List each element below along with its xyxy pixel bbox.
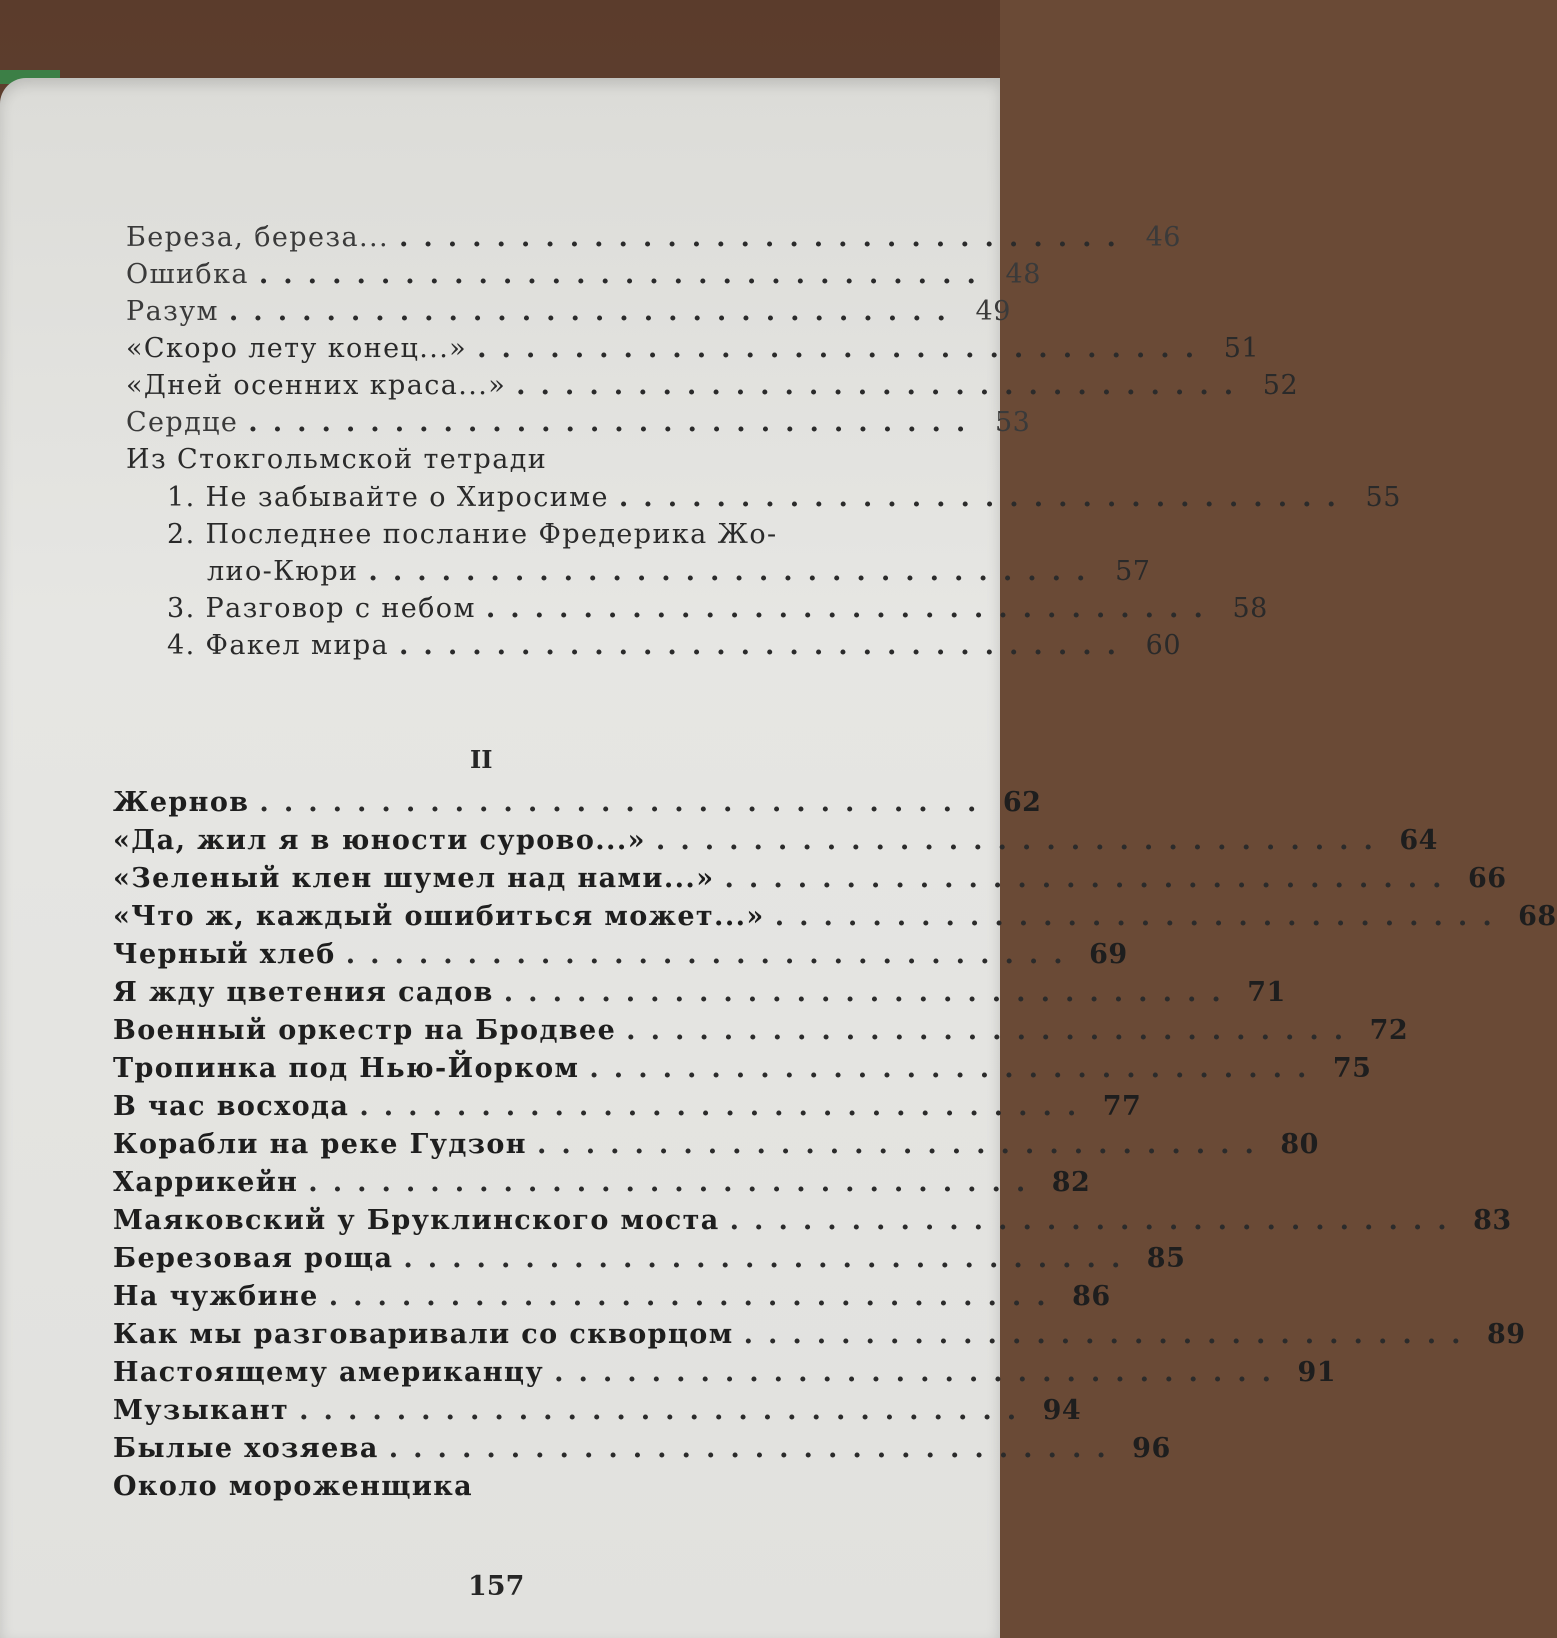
toc-entry-page: 52 <box>1262 370 1299 401</box>
toc-entry <box>126 333 1260 364</box>
toc-entry-page: 66 <box>1467 863 1507 894</box>
toc-entry-title: 3. Разговор с небом <box>167 593 476 624</box>
toc-entry <box>113 1319 1526 1350</box>
toc-entry-page: 71 <box>1247 977 1286 1008</box>
toc-entry-page: 91 <box>1297 1357 1337 1388</box>
toc-entry <box>113 1471 583 1502</box>
toc-entry-page: 80 <box>1280 1129 1319 1160</box>
toc-entry <box>113 901 1557 932</box>
toc-entry <box>113 1205 1512 1236</box>
dot-leader: .............................. <box>485 593 1218 624</box>
toc-entry-page: 86 <box>1072 1281 1111 1312</box>
toc-entry-title: Тропинка под Нью-Йорком <box>113 1053 580 1084</box>
dot-leader: .............................. <box>359 1091 1092 1122</box>
toc-entry-title: «Дней осенних краса...» <box>126 370 507 401</box>
dot-leader: .............................. <box>477 333 1210 364</box>
toc-entry <box>126 370 1299 401</box>
dot-leader: .............................. <box>299 1395 1032 1426</box>
toc-entry-title: Корабли на реке Гудзон <box>113 1129 527 1160</box>
toc-entry-title: Былые хозяева <box>113 1433 379 1464</box>
toc-entry <box>113 1357 1337 1388</box>
toc-entry <box>113 977 1286 1008</box>
toc-entry-page: 55 <box>1365 482 1401 513</box>
toc-entry-title: 1. Не забывайте о Хиросиме <box>167 482 609 513</box>
toc-entry <box>113 1167 1091 1198</box>
toc-entry <box>126 296 1011 327</box>
toc-entry-title: «Что ж, каждый ошибиться может...» <box>113 901 765 932</box>
toc-entry-title: «Скоро лету конец...» <box>126 333 468 364</box>
toc-entry-title: Ошибка <box>126 259 249 290</box>
toc-entry-page: 62 <box>1002 787 1042 818</box>
dot-leader: .............................. <box>554 1357 1287 1388</box>
dot-leader: .............................. <box>228 296 961 327</box>
dot-leader: .............................. <box>724 863 1457 894</box>
toc-entry-title-line2: лио-Кюри <box>207 556 359 587</box>
toc-entry-page: 57 <box>1115 556 1151 587</box>
toc-group-heading: Из Стокгольмской тетради <box>126 444 548 475</box>
toc-entry-page: 75 <box>1332 1053 1372 1084</box>
toc-entry-page: 53 <box>994 407 1031 438</box>
dot-leader: .............................. <box>618 482 1351 513</box>
toc-entry <box>113 1053 1372 1084</box>
toc-entry-title: Настоящему американцу <box>113 1357 545 1388</box>
toc-entry <box>113 1243 1186 1274</box>
dot-leader: .............................. <box>398 222 1131 253</box>
page-number: 157 <box>468 1571 525 1602</box>
toc-entry <box>113 1281 1111 1312</box>
toc-sub-entry <box>167 593 1268 624</box>
toc-entry <box>113 1433 1171 1464</box>
dot-leader: .............................. <box>388 1433 1121 1464</box>
toc-entry <box>113 825 1438 856</box>
toc-entry-page: 82 <box>1051 1167 1091 1198</box>
toc-entry-page: 69 <box>1089 939 1128 970</box>
toc-entry <box>113 1091 1142 1122</box>
dot-leader: .............................. <box>503 977 1236 1008</box>
dot-leader: .............................. <box>743 1319 1476 1350</box>
toc-sub-entry <box>167 482 1401 513</box>
toc-entry-title-line1: 2. Последнее послание Фредерика Жо- <box>167 519 778 550</box>
toc-entry-title: Жернов <box>113 787 250 818</box>
toc-entry-title: Музыкант <box>113 1395 290 1426</box>
dot-leader: .............................. <box>258 259 991 290</box>
toc-entry-page: 68 <box>1518 901 1557 932</box>
toc-entry-title: Береза, береза... <box>126 222 389 253</box>
dot-leader: .............................. <box>536 1129 1269 1160</box>
dot-leader: .............................. <box>308 1167 1041 1198</box>
toc-entry-page: 46 <box>1145 222 1181 253</box>
toc-entry-page: 58 <box>1232 593 1268 624</box>
toc-entry-page: 64 <box>1399 825 1438 856</box>
dot-leader: .............................. <box>368 556 1101 587</box>
dot-leader: .............................. <box>516 370 1249 401</box>
toc-sub-entry <box>167 630 1182 661</box>
toc-sub-entry <box>207 556 1151 587</box>
toc-entry-title: Черный хлеб <box>113 939 336 970</box>
dot-leader: .............................. <box>403 1243 1136 1274</box>
toc-entry-title: Сердце <box>126 407 239 438</box>
toc-entry-page: 60 <box>1145 630 1182 661</box>
toc-entry-title: Как мы разговаривали со скворцом <box>113 1319 734 1350</box>
toc-entry-page: 96 <box>1132 1433 1171 1464</box>
toc-entry-title: Маяковский у Бруклинского моста <box>113 1205 720 1236</box>
section-heading: II <box>470 745 493 774</box>
toc-entry-title: «Да, жил я в юности сурово...» <box>113 825 646 856</box>
toc-entry-page: 48 <box>1005 259 1041 290</box>
toc-entry-title: Харрикейн <box>113 1167 299 1198</box>
dot-leader: .............................. <box>729 1205 1462 1236</box>
toc-entry <box>113 863 1507 894</box>
toc-entry <box>113 1129 1319 1160</box>
dot-leader: .............................. <box>399 630 1132 661</box>
toc-entry-title: Березовая роща <box>113 1243 394 1274</box>
toc-entry <box>113 787 1042 818</box>
toc-entry-page: 51 <box>1223 333 1260 364</box>
toc-entry-page: 89 <box>1486 1319 1526 1350</box>
toc-entry-title: На чужбине <box>113 1281 319 1312</box>
toc-entry <box>113 1015 1409 1046</box>
toc-entry <box>126 259 1041 290</box>
dot-leader: .............................. <box>626 1015 1359 1046</box>
dot-leader: .............................. <box>774 901 1507 932</box>
dot-leader: .............................. <box>655 825 1388 856</box>
toc-entry <box>126 222 1181 253</box>
toc-entry-title: «Зеленый клен шумел над нами...» <box>113 863 715 894</box>
dot-leader: .............................. <box>328 1281 1061 1312</box>
toc-entry-page: 85 <box>1146 1243 1186 1274</box>
toc-entry-title: Около мороженщика <box>113 1471 474 1502</box>
toc-entry-title: Я жду цветения садов <box>113 977 494 1008</box>
dot-leader: .............................. <box>259 787 992 818</box>
toc-entry <box>113 1395 1082 1426</box>
toc-entry <box>126 407 1031 438</box>
dot-leader: .............................. <box>345 939 1078 970</box>
toc-entry-title: В час восхода <box>113 1091 350 1122</box>
toc-entry-title: 4. Факел мира <box>167 630 390 661</box>
dot-leader: .............................. <box>248 407 981 438</box>
toc-entry-page: 49 <box>975 296 1011 327</box>
toc-entry-page: 77 <box>1102 1091 1142 1122</box>
toc-entry <box>113 939 1128 970</box>
toc-entry-title: Военный оркестр на Бродвее <box>113 1015 617 1046</box>
dot-leader: .............................. <box>589 1053 1322 1084</box>
toc-entry-page: 72 <box>1369 1015 1409 1046</box>
toc-entry-page: 83 <box>1473 1205 1512 1236</box>
toc-entry-title: Разум <box>126 296 219 327</box>
toc-entry-page: 94 <box>1042 1395 1082 1426</box>
